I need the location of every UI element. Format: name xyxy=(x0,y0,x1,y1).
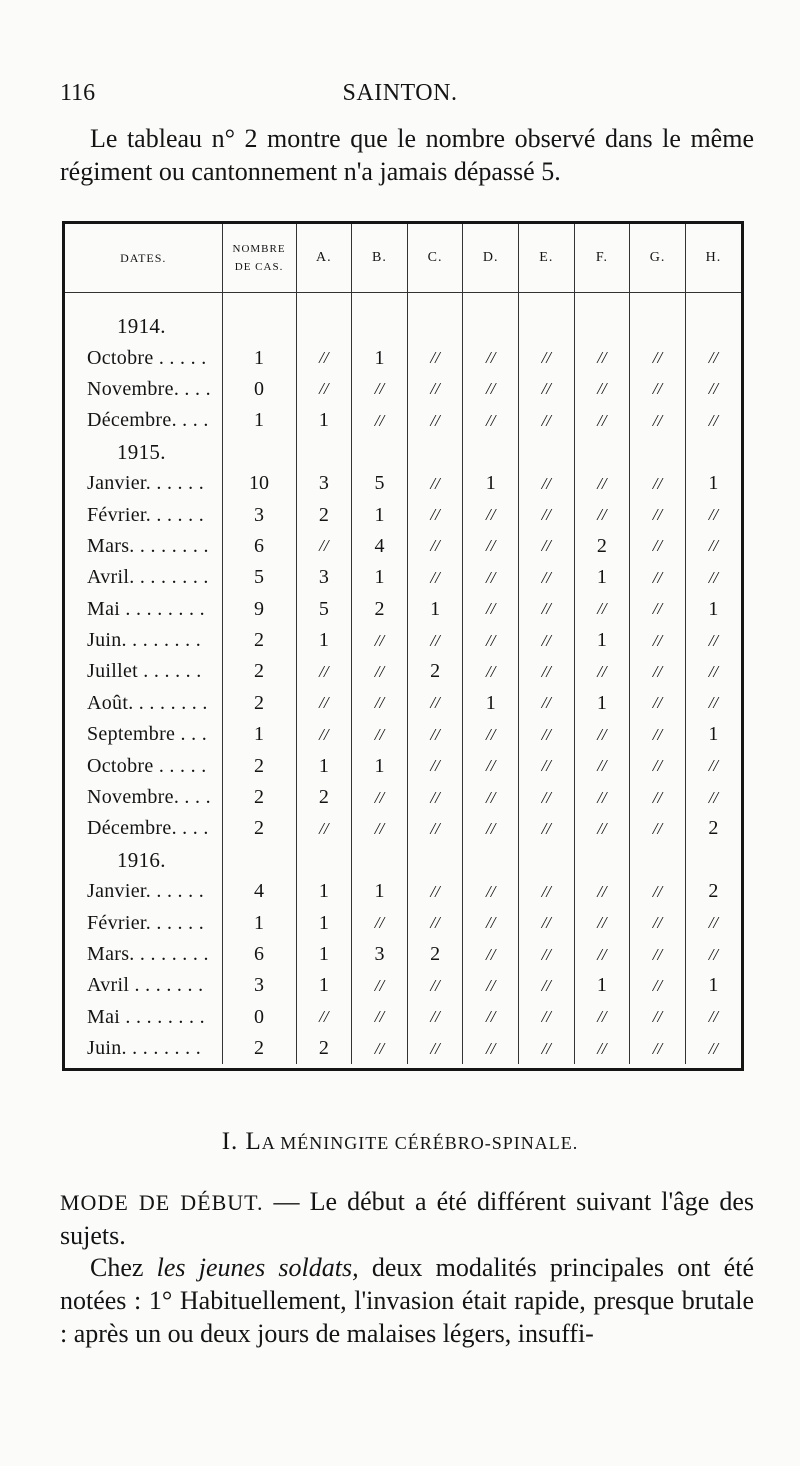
unit-value: // xyxy=(407,468,463,499)
case-count: 2 xyxy=(222,625,296,656)
chez-before: Chez xyxy=(90,1253,157,1282)
unit-value: // xyxy=(685,782,741,813)
unit-value: // xyxy=(574,939,630,970)
empty-cell xyxy=(685,437,741,468)
unit-value: 1 xyxy=(685,468,741,499)
month-label: Septembre . . . xyxy=(87,723,208,746)
unit-value: // xyxy=(407,782,463,813)
unit-value: // xyxy=(352,970,408,1001)
unit-value: // xyxy=(407,499,463,530)
table-row xyxy=(65,939,741,970)
unit-value: // xyxy=(685,342,741,373)
case-count: 6 xyxy=(222,531,296,562)
header-letter: G. xyxy=(630,224,686,293)
unit-value: // xyxy=(519,562,575,593)
unit-value: // xyxy=(463,656,519,687)
unit-value: // xyxy=(463,719,519,750)
empty-cell xyxy=(296,293,352,343)
table-row xyxy=(65,468,741,499)
table-row xyxy=(65,719,741,750)
unit-value: // xyxy=(574,907,630,938)
year-row xyxy=(65,437,741,468)
unit-value: // xyxy=(685,939,741,970)
unit-value: // xyxy=(352,719,408,750)
unit-value: // xyxy=(574,656,630,687)
month-label: Juin. . . . . . . . xyxy=(87,629,202,652)
unit-value: // xyxy=(519,750,575,781)
header-letter: B. xyxy=(352,224,408,293)
unit-value: 1 xyxy=(685,970,741,1001)
case-count: 3 xyxy=(222,970,296,1001)
unit-value: // xyxy=(574,374,630,405)
unit-value: 3 xyxy=(352,939,408,970)
unit-value: // xyxy=(407,342,463,373)
unit-value: 1 xyxy=(463,468,519,499)
unit-value: // xyxy=(519,499,575,530)
unit-value: // xyxy=(630,876,686,907)
unit-value: // xyxy=(463,625,519,656)
table-row xyxy=(65,813,741,844)
table-row xyxy=(65,750,741,781)
header-dates: DATES. xyxy=(65,224,222,293)
unit-value: // xyxy=(407,750,463,781)
table-row xyxy=(65,625,741,656)
empty-cell xyxy=(630,293,686,343)
year-row xyxy=(65,293,741,343)
unit-value: // xyxy=(519,625,575,656)
month-label: Novembre. . . . xyxy=(87,786,211,809)
case-count: 2 xyxy=(222,750,296,781)
case-count: 2 xyxy=(222,813,296,844)
header-count-line1: NOMBRE xyxy=(232,243,286,255)
unit-value: // xyxy=(352,1002,408,1033)
unit-value: // xyxy=(463,813,519,844)
unit-value: // xyxy=(685,656,741,687)
unit-value: // xyxy=(519,907,575,938)
unit-value: // xyxy=(407,1002,463,1033)
empty-cell xyxy=(463,293,519,343)
unit-value: 2 xyxy=(407,939,463,970)
case-count: 9 xyxy=(222,594,296,625)
case-count: 2 xyxy=(222,688,296,719)
unit-value: // xyxy=(685,499,741,530)
section-title-initial: L xyxy=(245,1128,262,1155)
unit-value: // xyxy=(574,750,630,781)
unit-value: // xyxy=(519,970,575,1001)
empty-cell xyxy=(519,845,575,876)
unit-value: // xyxy=(519,876,575,907)
unit-value: // xyxy=(574,876,630,907)
table-row xyxy=(65,531,741,562)
unit-value: // xyxy=(685,405,741,436)
unit-value: 2 xyxy=(296,1033,352,1064)
empty-cell xyxy=(574,437,630,468)
unit-value: 1 xyxy=(574,970,630,1001)
table-row xyxy=(65,970,741,1001)
month-label: Avril. . . . . . . . xyxy=(87,566,209,589)
unit-value: // xyxy=(407,719,463,750)
month-label: Juillet . . . . . . xyxy=(87,660,202,683)
month-label: Novembre. . . . xyxy=(87,377,211,400)
unit-value: 2 xyxy=(407,656,463,687)
page-number: 116 xyxy=(60,80,96,106)
month-label: Mars. . . . . . . . xyxy=(87,943,209,965)
empty-cell xyxy=(296,437,352,468)
unit-value: // xyxy=(407,374,463,405)
case-count: 1 xyxy=(222,405,296,436)
unit-value: // xyxy=(685,750,741,781)
table-header-row xyxy=(65,224,741,293)
unit-value: // xyxy=(519,719,575,750)
unit-value: // xyxy=(574,594,630,625)
unit-value: // xyxy=(296,531,352,562)
unit-value: // xyxy=(519,405,575,436)
unit-value: 1 xyxy=(296,876,352,907)
unit-value: // xyxy=(630,562,686,593)
unit-value: // xyxy=(630,688,686,719)
unit-value: // xyxy=(463,594,519,625)
unit-value: 1 xyxy=(296,750,352,781)
empty-cell xyxy=(296,845,352,876)
unit-value: // xyxy=(630,625,686,656)
unit-value: 2 xyxy=(685,876,741,907)
unit-value: 2 xyxy=(296,499,352,530)
unit-value: // xyxy=(519,594,575,625)
case-count: 10 xyxy=(222,468,296,499)
unit-value: 3 xyxy=(296,468,352,499)
month-label: Février. . . . . . xyxy=(87,503,205,526)
case-count: 2 xyxy=(222,656,296,687)
month-label: Mai . . . . . . . . xyxy=(87,597,205,620)
unit-value: // xyxy=(630,468,686,499)
unit-value: 2 xyxy=(352,594,408,625)
unit-value: 1 xyxy=(352,499,408,530)
unit-value: // xyxy=(352,656,408,687)
unit-value: // xyxy=(463,939,519,970)
unit-value: // xyxy=(574,499,630,530)
unit-value: // xyxy=(296,342,352,373)
unit-value: // xyxy=(574,719,630,750)
unit-value: // xyxy=(519,1033,575,1064)
unit-value: // xyxy=(630,499,686,530)
unit-value: // xyxy=(685,907,741,938)
unit-value: // xyxy=(352,688,408,719)
table-row xyxy=(65,499,741,530)
header-letter: C. xyxy=(407,224,463,293)
case-count: 0 xyxy=(222,374,296,405)
unit-value: 2 xyxy=(574,531,630,562)
unit-value: // xyxy=(574,1002,630,1033)
empty-cell xyxy=(407,437,463,468)
unit-value: // xyxy=(630,719,686,750)
header-count-line2: DE CAS. xyxy=(234,261,284,273)
table-row xyxy=(65,594,741,625)
unit-value: // xyxy=(630,656,686,687)
unit-value: // xyxy=(296,688,352,719)
unit-value: // xyxy=(630,531,686,562)
case-count: 2 xyxy=(222,782,296,813)
case-count: 0 xyxy=(222,1002,296,1033)
mode-lead: MODE DE DÉBUT. xyxy=(60,1190,264,1215)
empty-cell xyxy=(407,845,463,876)
unit-value: // xyxy=(685,374,741,405)
unit-value: // xyxy=(463,750,519,781)
case-count: 2 xyxy=(222,1033,296,1064)
month-label: Octobre . . . . . xyxy=(87,754,207,777)
unit-value: 1 xyxy=(296,405,352,436)
unit-value: 1 xyxy=(352,562,408,593)
unit-value: 1 xyxy=(574,562,630,593)
unit-value: // xyxy=(630,782,686,813)
mode-paragraph xyxy=(60,1185,754,1252)
month-label: Mars. . . . . . . . xyxy=(87,534,209,557)
unit-value: // xyxy=(296,374,352,405)
month-label: Juin. . . . . . . . xyxy=(87,1037,202,1060)
year-row xyxy=(65,845,741,876)
unit-value: 3 xyxy=(296,562,352,593)
month-label: Octobre . . . . . xyxy=(87,346,207,369)
case-count: 6 xyxy=(222,939,296,970)
case-count: 3 xyxy=(222,499,296,530)
unit-value: // xyxy=(630,907,686,938)
month-label: Décembre. . . . xyxy=(87,409,209,432)
unit-value: // xyxy=(463,907,519,938)
unit-value: // xyxy=(519,782,575,813)
unit-value: 1 xyxy=(296,907,352,938)
unit-value: // xyxy=(519,1002,575,1033)
unit-value: // xyxy=(463,1033,519,1064)
unit-value: // xyxy=(463,782,519,813)
chez-after: deux modalités principales ont été notées : 1° Habituellement, l'invasion était rapide, presque brutale : après un ou deux jours de malaises légers, insuffi- xyxy=(60,1253,754,1348)
chez-paragraph xyxy=(60,1251,754,1350)
unit-value: // xyxy=(463,374,519,405)
unit-value: // xyxy=(352,907,408,938)
case-count: 4 xyxy=(222,876,296,907)
unit-value: // xyxy=(407,405,463,436)
unit-value: // xyxy=(630,750,686,781)
month-label: Décembre. . . . xyxy=(87,817,209,840)
unit-value: // xyxy=(519,374,575,405)
table-row xyxy=(65,876,741,907)
unit-value: 1 xyxy=(296,970,352,1001)
unit-value: // xyxy=(463,405,519,436)
empty-cell xyxy=(519,293,575,343)
header-letter: A. xyxy=(296,224,352,293)
unit-value: // xyxy=(407,688,463,719)
unit-value: // xyxy=(296,1002,352,1033)
header-count xyxy=(222,224,296,293)
section-title xyxy=(0,1128,800,1156)
unit-value: 2 xyxy=(296,782,352,813)
unit-value: // xyxy=(463,970,519,1001)
case-count: 5 xyxy=(222,562,296,593)
unit-value: 5 xyxy=(296,594,352,625)
empty-cell xyxy=(222,845,296,876)
empty-cell xyxy=(685,845,741,876)
unit-value: 5 xyxy=(352,468,408,499)
unit-value: // xyxy=(519,531,575,562)
table-body xyxy=(65,293,741,1065)
unit-value: 1 xyxy=(296,939,352,970)
month-label: Août. . . . . . . . xyxy=(87,691,208,714)
unit-value: // xyxy=(352,1033,408,1064)
unit-value: // xyxy=(407,813,463,844)
empty-cell xyxy=(222,437,296,468)
unit-value: // xyxy=(519,813,575,844)
year-label: 1914. xyxy=(117,314,166,339)
month-label: Février. . . . . . xyxy=(87,911,205,934)
unit-value: // xyxy=(519,342,575,373)
unit-value: // xyxy=(352,813,408,844)
unit-value: 1 xyxy=(685,594,741,625)
unit-value: // xyxy=(463,342,519,373)
header-letter: D. xyxy=(463,224,519,293)
unit-value: // xyxy=(685,688,741,719)
unit-value: // xyxy=(463,499,519,530)
section-title-rest: A MÉNINGITE CÉRÉBRO-SPINALE. xyxy=(261,1133,579,1153)
year-label: 1916. xyxy=(117,847,166,872)
unit-value: 1 xyxy=(352,342,408,373)
unit-value: // xyxy=(407,562,463,593)
empty-cell xyxy=(574,845,630,876)
chez-italic: les jeunes soldats, xyxy=(156,1253,359,1282)
case-count: 1 xyxy=(222,342,296,373)
unit-value: 2 xyxy=(685,813,741,844)
empty-cell xyxy=(352,437,408,468)
empty-cell xyxy=(352,293,408,343)
unit-value: // xyxy=(352,625,408,656)
header-letter: E. xyxy=(519,224,575,293)
unit-value: // xyxy=(630,970,686,1001)
unit-value: // xyxy=(630,594,686,625)
unit-value: 1 xyxy=(407,594,463,625)
unit-value: // xyxy=(463,562,519,593)
unit-value: // xyxy=(519,656,575,687)
empty-cell xyxy=(630,845,686,876)
month-label: Janvier. . . . . . xyxy=(87,880,205,903)
unit-value: // xyxy=(407,970,463,1001)
month-label: Avril . . . . . . . xyxy=(87,974,204,997)
unit-value: // xyxy=(574,342,630,373)
intro-paragraph: Le tableau n° 2 montre que le nombre observé dans le même régiment ou cantonnement n'a jamais dépassé 5. xyxy=(60,124,754,186)
unit-value: // xyxy=(352,782,408,813)
unit-value: // xyxy=(296,719,352,750)
empty-cell xyxy=(352,845,408,876)
mode-text: — Le début a été différent suivant l'âge des sujets. xyxy=(60,1187,754,1250)
unit-value: 1 xyxy=(463,688,519,719)
unit-value: // xyxy=(407,531,463,562)
unit-value: 1 xyxy=(352,750,408,781)
unit-value: // xyxy=(630,374,686,405)
unit-value: // xyxy=(685,1002,741,1033)
table-row xyxy=(65,1002,741,1033)
unit-value: // xyxy=(352,405,408,436)
empty-cell xyxy=(630,437,686,468)
unit-value: // xyxy=(463,531,519,562)
table-row xyxy=(65,1033,741,1064)
cases-table xyxy=(65,224,741,1064)
unit-value: // xyxy=(574,782,630,813)
table-row xyxy=(65,688,741,719)
statistics-table xyxy=(62,221,744,1071)
header-letter: H. xyxy=(685,224,741,293)
unit-value: // xyxy=(352,374,408,405)
month-label: Mai . . . . . . . . xyxy=(87,1005,205,1028)
table-row xyxy=(65,342,741,373)
unit-value: // xyxy=(407,876,463,907)
unit-value: // xyxy=(630,1002,686,1033)
unit-value: // xyxy=(463,876,519,907)
case-count: 1 xyxy=(222,719,296,750)
empty-cell xyxy=(463,437,519,468)
unit-value: // xyxy=(630,405,686,436)
unit-value: 4 xyxy=(352,531,408,562)
unit-value: // xyxy=(630,813,686,844)
case-count: 1 xyxy=(222,907,296,938)
empty-cell xyxy=(463,845,519,876)
unit-value: // xyxy=(407,625,463,656)
unit-value: // xyxy=(685,1033,741,1064)
running-title: SAINTON. xyxy=(342,80,458,106)
empty-cell xyxy=(685,293,741,343)
table-row xyxy=(65,374,741,405)
unit-value: // xyxy=(574,468,630,499)
table-row xyxy=(65,907,741,938)
table-row xyxy=(65,782,741,813)
unit-value: 1 xyxy=(352,876,408,907)
section-numeral: I. xyxy=(221,1128,239,1155)
empty-cell xyxy=(222,293,296,343)
unit-value: // xyxy=(574,813,630,844)
empty-cell xyxy=(407,293,463,343)
unit-value: // xyxy=(574,405,630,436)
header-letter: F. xyxy=(574,224,630,293)
month-label: Janvier. . . . . . xyxy=(87,472,205,495)
table-row xyxy=(65,656,741,687)
unit-value: // xyxy=(519,468,575,499)
empty-cell xyxy=(519,437,575,468)
unit-value: // xyxy=(630,1033,686,1064)
unit-value: // xyxy=(574,1033,630,1064)
unit-value: // xyxy=(519,688,575,719)
unit-value: // xyxy=(296,656,352,687)
unit-value: // xyxy=(407,1033,463,1064)
unit-value: // xyxy=(519,939,575,970)
unit-value: // xyxy=(296,813,352,844)
unit-value: // xyxy=(685,625,741,656)
unit-value: // xyxy=(463,1002,519,1033)
unit-value: // xyxy=(685,562,741,593)
unit-value: // xyxy=(630,939,686,970)
year-label: 1915. xyxy=(117,439,166,464)
table-row xyxy=(65,562,741,593)
table-row xyxy=(65,405,741,436)
unit-value: // xyxy=(407,907,463,938)
unit-value: 1 xyxy=(574,625,630,656)
unit-value: 1 xyxy=(685,719,741,750)
unit-value: 1 xyxy=(574,688,630,719)
unit-value: 1 xyxy=(296,625,352,656)
unit-value: // xyxy=(630,342,686,373)
empty-cell xyxy=(574,293,630,343)
unit-value: // xyxy=(685,531,741,562)
